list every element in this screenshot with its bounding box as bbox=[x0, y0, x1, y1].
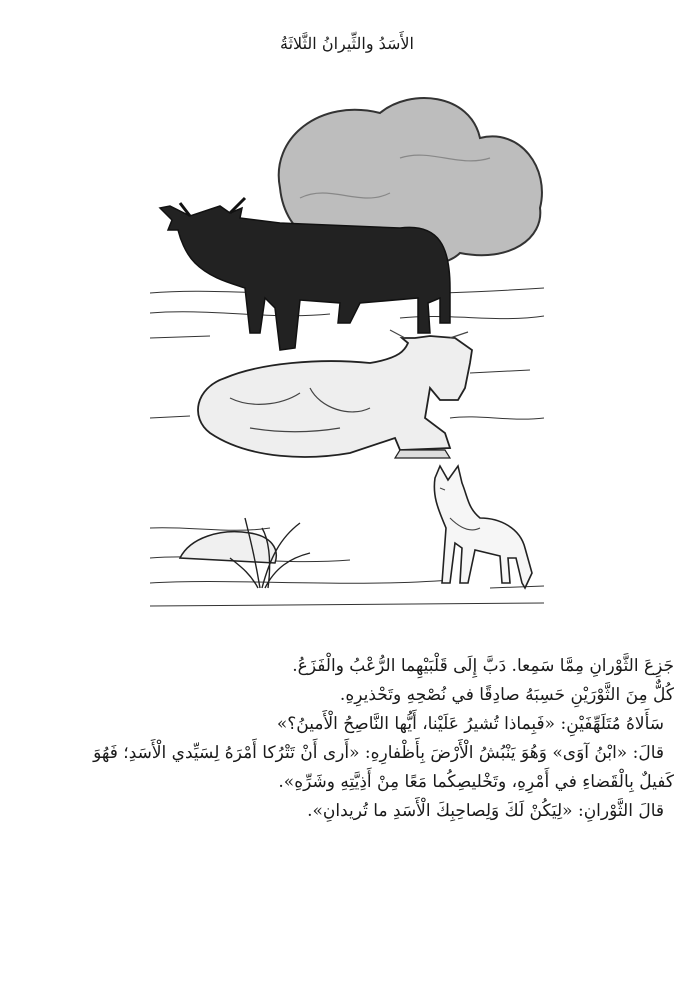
white-bull-drawing bbox=[198, 330, 472, 458]
story-line-2: كُلٌّ مِنَ الثَّوْرَيْنِ حَسِبَهُ صادِقًا في نُصْحِهِ وتَحْذيرِهِ. bbox=[339, 685, 674, 705]
story-line-3: سَأَلاهُ مُتَلَهِّفَيْنِ: «فَبِماذا تُشيرُ عَلَيْنا، أَيُّها النَّاصِحُ الْأَمينُ؟» bbox=[276, 714, 664, 734]
story-line-1: جَزِعَ الثَّوْرانِ مِمَّا سَمِعا. دَبَّ إِلَى قَلْبَيْهِما الرُّعْبُ والْفَزَعُ. bbox=[292, 656, 674, 676]
story-illustration bbox=[150, 88, 544, 618]
story-line-5: كَفيلٌ بِالْقَضاءِ في أَمْرِهِ، وتَخْليصِكُما مَعًا مِنْ أَذِيَّتِهِ وشَرِّهِ». bbox=[278, 772, 674, 792]
story-text bbox=[40, 652, 674, 826]
page-title: الأَسَدُ والثِّيرانُ الثَّلاثَةُ bbox=[280, 34, 414, 53]
story-line-6: قالَ الثَّوْرانِ: «لِيَكُنْ لَكَ وَلِصاحِبِكَ الْأَسَدِ ما تُريدانِ». bbox=[307, 801, 664, 821]
story-line-4: قالَ: «ابْنُ آوَى» وَهُوَ يَنْبُشُ الْأَرْضَ بِأَظْفارِهِ: «أَرى أَنْ تَتْرُكا أَمْرَهُ لِسَيِّدي الْأَسَدِ؛ فَهُوَ bbox=[93, 743, 664, 763]
jackal-drawing bbox=[434, 466, 532, 588]
